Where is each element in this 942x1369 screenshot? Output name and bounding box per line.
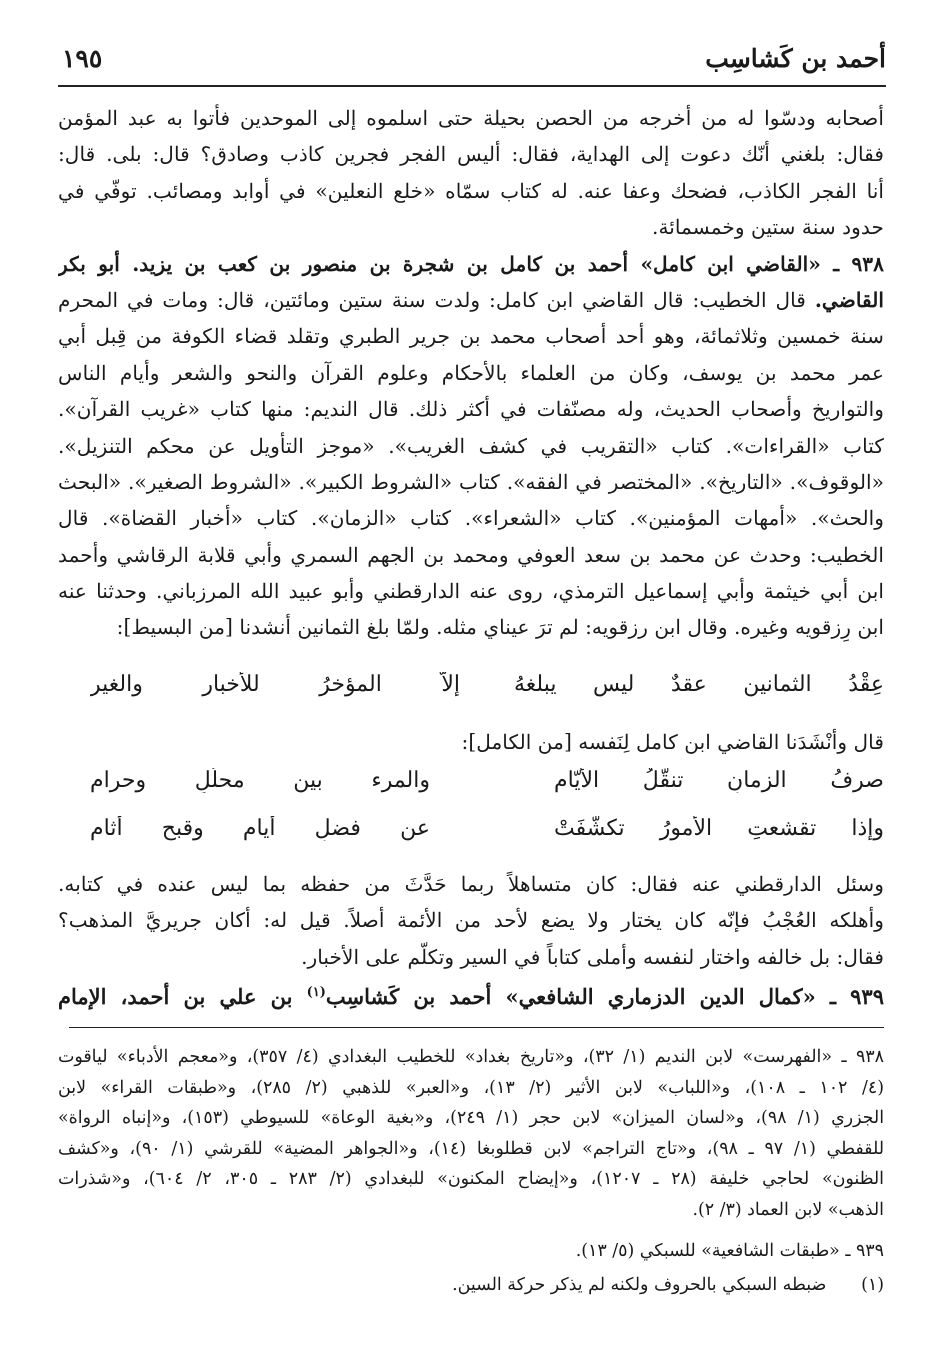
verse-second-hemistich: والمرء بين محلّلٍ وحرامِ: [90, 768, 430, 793]
text-line: ابن رِزقويه وغيره. وقال ابن رزقويه: لم ترَ عيناي مثله. ولمّا بلغ الثمانين أنشدنا [من البسيط]:: [116, 615, 884, 640]
running-header: [62, 38, 886, 78]
footnote-marker: (١): [306, 985, 326, 1001]
text-line: وسئل الدارقطني عنه فقال: كان متساهلاً ربما حَدَّثَ من حفظه بما ليس عنده في كتابه.: [58, 872, 884, 896]
poem-verse: [90, 816, 884, 860]
header-rule: [58, 85, 886, 87]
entry-938-heading: ٩٣٨ ـ «القاضي ابن كامل» أحمد بن كامل بن شجرة بن منصور بن كعب بن يزيد. أبو بكر: [58, 251, 884, 276]
footnotes-938: [58, 1042, 884, 1225]
footnotes-939: [58, 1236, 884, 1267]
entry-938-heading-end: القاضي.: [814, 287, 884, 312]
text-line: فقال: بلغني أنّك دعوت إلى الهداية، فقال: أليس الفجر فجرين كاذب وصادق؟ قال: بلى. قال:: [58, 142, 884, 167]
entry-939-heading-start: ٩٣٩ ـ «كمال الدين الدزماري الشافعي» أحمد بن كَشاسِب: [325, 984, 884, 1010]
entry-939-heading: [58, 975, 884, 1011]
main-text-continued: [58, 724, 884, 760]
verse-second-hemistich: إلاّ المؤخرُ للأخبارِ والغير: [90, 672, 460, 697]
verse-second-hemistich: عن فضلِ أيام وقبحِ أثامِ: [90, 816, 430, 841]
text-line: «الوقوف». «التاريخ». «المختصر في الفقه». كتاب «الشروط الكبير». «الشروط الصغير». «البحث: [58, 469, 884, 494]
text-line: حدود سنة ستين وخمسمائة.: [652, 215, 884, 240]
text-line: والتواريخ وأصحاب الحديث، وله مصنّفات في أكثر ذلك. قال النديم: منها كتاب «غريب القرآن».: [58, 397, 884, 422]
poem-intro: قال وأنْشَدَنا القاضي ابن كامل لِنَفسه [من الكامل]:: [461, 730, 884, 754]
footnote-rule: [69, 1027, 884, 1028]
text-line: كتاب «القراءات». كتاب «التقريب في كشف الغريب». «موجز التأويل عن محكم التنزيل».: [58, 433, 884, 458]
entry-939-heading-end: بن علي بن أحمد، الإمام: [58, 984, 307, 1010]
footnote-line: (٤/ ١٠٢ ـ ١٠٨)، و«اللباب» لابن الأثير (٢/ ١٣)، و«العبر» للذهبي (٢/ ٢٨٥)، و«طبقات القراء» لابن: [58, 1077, 884, 1098]
text-line: أنا الفجر الكاذب، فضحك وعفا عنه. له كتاب سمّاه «خلع النعلين» في أوابد ومصائب. توفّي في: [58, 178, 884, 203]
poem-verse: [90, 672, 884, 716]
verse-first-hemistich: وإذا تقشعتِ الأمورُ تكشّفَتْ: [554, 816, 884, 841]
footnote-1: [58, 1270, 884, 1301]
main-text-end: [58, 866, 884, 1012]
main-text: [58, 100, 884, 646]
text-line: [58, 282, 884, 318]
footnote-line: [58, 1270, 884, 1301]
poem-verse: [90, 768, 884, 812]
text-line: ابن أبي خيثمة وأبي إسماعيل الترمذي، روى عنه الدارقطني وأبو عبيد الله المرزباني. وحدثنا عنه: [58, 579, 884, 604]
entry-938-text: قال الخطيب: قال القاضي ابن كامل: ولدت سنة ستين ومائتين، قال: ومات في المحرم: [58, 287, 815, 312]
text-line: فقال: بل خالفه واختار لنفسه وأملى كتاباً في السير وتكلّم على الأخبار.: [301, 944, 884, 969]
text-line: أصحابه ودسّوا له من أخرجه من الحصن بحيلة حتى اسلموه إلى الموحدين فأتوا به عبد المؤمن: [58, 106, 884, 130]
verse-first-hemistich: صرفُ الزمانِ تنقّلُ الأيّامِ: [554, 768, 884, 793]
text-line: سنة خمسين وثلاثمائة، وهو أحد أصحاب محمد بن جرير الطبري وتقلد قضاء الكوفة من قِبل أبي: [58, 324, 884, 349]
text-line: الخطيب: وحدث عن محمد بن سعد العوفي ومحمد بن الجهم السمري وأبي قلابة الرقاشي وأحمد: [58, 542, 884, 567]
page-number: ١٩٥: [62, 44, 103, 73]
footnote-text: ضبطه السبكي بالحروف ولكنه لم يذكر حركة السين.: [452, 1275, 827, 1295]
footnote-line: الظنون» لحاجي خليفة (٢٨ ـ ١٢٠٧)، و«إيضاح المكنون» للبغدادي (٢/ ٢٨٣ ـ ٣٠٥، ٢/ ٦٠٤)، و«شذرات: [58, 1169, 884, 1189]
verse-first-hemistich: عِقْدُ الثمانين عقدٌ ليس يبلغهُ: [514, 672, 884, 697]
footnote-line: ٩٣٩ ـ «طبقات الشافعية» للسبكي (٥/ ١٣).: [575, 1241, 884, 1261]
footnote-number: (١): [861, 1275, 884, 1295]
footnote-line: الجزري (١/ ٩٨)، و«لسان الميزان» لابن حجر (١/ ٢٤٩)، و«بغية الوعاة» للسيوطي (١٥٣)، و«إنباه الرواة»: [58, 1108, 884, 1128]
footnote-line: الذهب» لابن العماد (٣/ ٢).: [692, 1199, 884, 1220]
text-line: والحث». «أمهات المؤمنين». كتاب «الشعراء». كتاب «الزمان». كتاب «أخبار القضاة». قال: [58, 506, 884, 531]
text-line: وأهلكه العُجْبُ فإنّه كان يختار ولا يضع لأحد من الأئمة أصلاً. قيل له: أكان جريريَّ المذهب؟: [58, 908, 884, 933]
running-title: أحمد بن كَشاسِب: [705, 44, 886, 73]
footnote-line: للقفطي (١/ ٩٧ ـ ٩٨)، و«تاج التراجم» لابن قطلوبغا (١٤)، و«الجواهر المضية» للقرشي (١/ ٩٠)، و«كشف: [58, 1138, 884, 1159]
text-line: عمر محمد بن يوسف، وكان من العلماء بالأحكام وعلوم القرآن والنحو والشعر وأيام الناس: [58, 360, 884, 385]
footnote-line: ٩٣٨ ـ «الفهرست» لابن النديم (١/ ٣٢)، و«تاريخ بغداد» للخطيب البغدادي (٤/ ٣٥٧)، و«معجم الأدباء» لياقوت: [58, 1047, 884, 1067]
